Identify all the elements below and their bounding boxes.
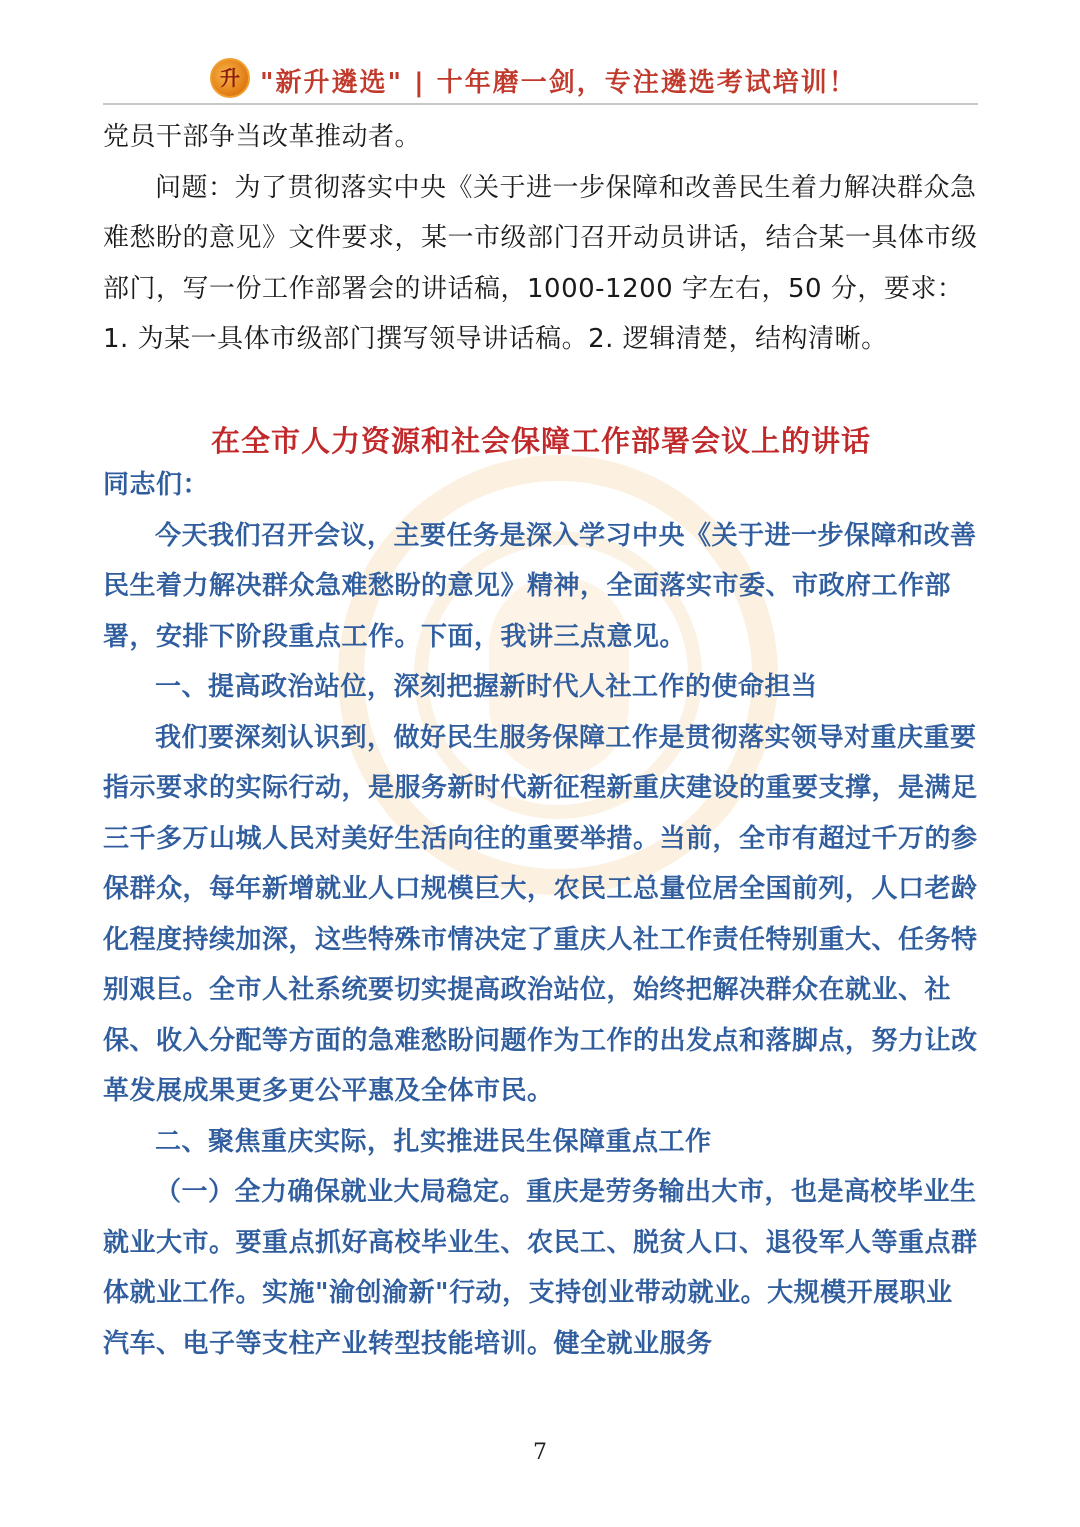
brand-logo-icon xyxy=(210,58,250,98)
speech-title: 在全市人力资源和社会保障工作部署会议上的讲话 xyxy=(210,424,871,458)
header-divider xyxy=(103,103,978,105)
page-header xyxy=(210,56,910,102)
speech-paragraph: 我们要深刻认识到，做好民生服务保障工作是贯彻落实领导对重庆重要指示要求的实际行动，是服务新时代新征程新重庆建设的重要支撑，是满足三千多万山城人民对美好生活向往的重要举措。当前，全市有超过千万的参保群众，每年新增就业人口规模巨大，农民工总量位居全国前列，人口老龄化程度持续加深，这些特殊市情决定了重庆人社工作责任特别重大、任务特别艰巨。全市人社系统要切实提高政治站位，始终把解决群众在就业、社保、收入分配等方面的急难愁盼问题作为工作的出发点和落脚点，努力让改革发展成果更多更公平惠及全体市民。 xyxy=(103,722,978,1106)
brand-logo-glyph: 升 xyxy=(220,66,240,90)
speech-salutation: 同志们： xyxy=(103,470,210,500)
question-prompt: 问题：为了贯彻落实中央《关于进一步保障和改善民生着力解决群众急难愁盼的意见》文件要求，某一市级部门召开动员讲话，结合某一具体市级部门，写一份工作部署会的讲话稿，1000-1200 字左右，50 分，要求：1. 为某一具体市级部门撰写领导讲话稿。2. 逻辑清楚，结构清晰。 xyxy=(103,172,978,354)
speech-body xyxy=(103,460,979,1369)
speech-heading-1: 一、提高政治站位，深刻把握新时代人社工作的使命担当 xyxy=(155,672,818,702)
page-number: 7 xyxy=(533,1440,547,1465)
question-block xyxy=(103,112,979,365)
speech-heading-2: 二、聚焦重庆实际，扎实推进民生保障重点工作 xyxy=(155,1126,712,1157)
question-lead: 党员干部争当改革推动者。 xyxy=(103,122,422,152)
speech-paragraph: 今天我们召开会议，主要任务是深入学习中央《关于进一步保障和改善民生着力解决群众急难愁盼的意见》精神，全面落实市委、市政府工作部署，安排下阶段重点工作。下面，我讲三点意见。 xyxy=(103,520,977,652)
header-slogan: "新升遴选" | 十年磨一剑，专注遴选考试培训！ xyxy=(260,68,857,98)
speech-paragraph: （一）全力确保就业大局稳定。重庆是劳务输出大市，也是高校毕业生就业大市。要重点抓好高校毕业生、农民工、脱贫人口、退役军人等重点群体就业工作。实施"渝创渝新"行动，支持创业带动就业。大规模开展职业汽车、电子等支柱产业转型技能培训。健全就业服务 xyxy=(103,1177,978,1359)
